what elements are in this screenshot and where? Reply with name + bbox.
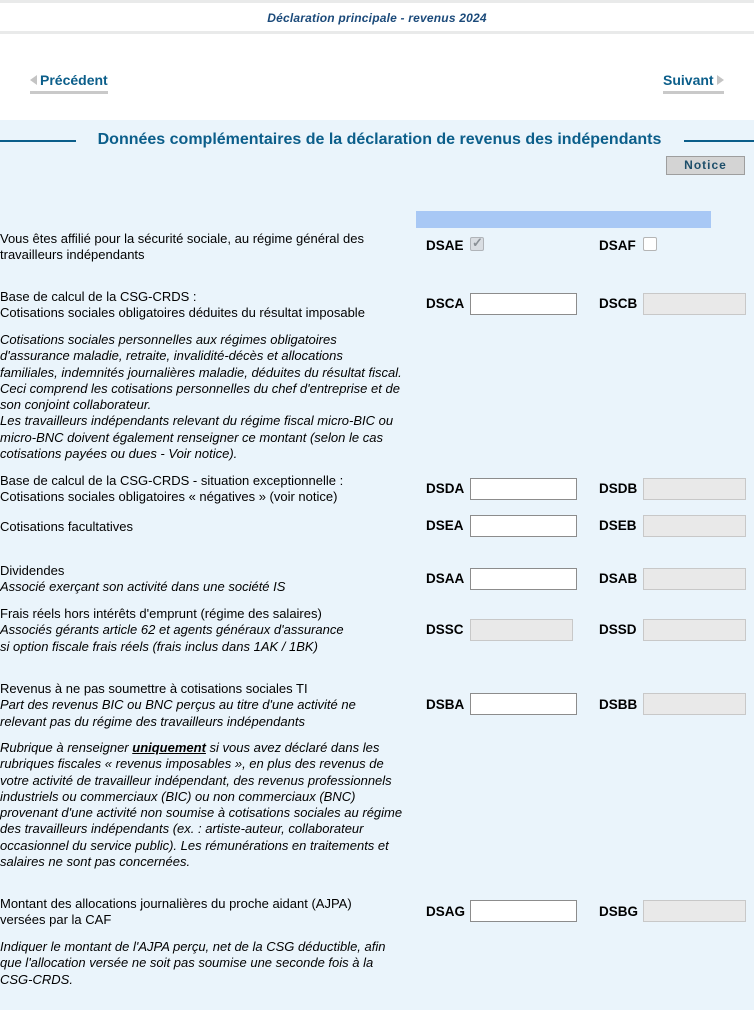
dsbb-input bbox=[643, 693, 746, 715]
notice-button[interactable]: Notice bbox=[666, 156, 745, 175]
code-dsaf: DSAF bbox=[599, 238, 636, 253]
facult-label: Cotisations facultatives bbox=[0, 519, 133, 534]
dssc-input bbox=[470, 619, 573, 641]
code-dsae: DSAE bbox=[426, 238, 464, 253]
dsab-input bbox=[643, 568, 746, 590]
revenus-label: Revenus à ne pas soumettre à cotisations sociales TI Part des revenus BIC ou BNC perçus au titre d'une activité ne relevant pas du régime des travailleurs indépendants bbox=[0, 681, 356, 729]
top-bar bbox=[0, 0, 754, 34]
dssd-input bbox=[643, 619, 746, 641]
csg-label: Base de calcul de la CSG-CRDS : Cotisations sociales obligatoires déduites du résultat imposable bbox=[0, 289, 365, 321]
dsaf-checkbox[interactable] bbox=[643, 237, 657, 251]
dsba-input[interactable] bbox=[470, 693, 577, 715]
page-title: Déclaration principale - revenus 2024 bbox=[267, 11, 487, 25]
section-divider-right bbox=[684, 140, 754, 142]
code-dssc: DSSC bbox=[426, 622, 464, 637]
frais-label: Frais réels hors intérêts d'emprunt (régime des salaires) Associés gérants article 62 et agents généraux d'assurance si option fiscale frais réels (frais inclus dans 1AK / 1BK) bbox=[0, 606, 344, 654]
dseb-input bbox=[643, 515, 746, 537]
code-dsdb: DSDB bbox=[599, 481, 638, 496]
emphasis-uniquement: uniquement bbox=[132, 740, 206, 755]
code-dssd: DSSD bbox=[599, 622, 637, 637]
dsaa-input[interactable] bbox=[470, 568, 577, 590]
previous-button[interactable] bbox=[30, 72, 108, 94]
revenus-note: Rubrique à renseigner uniquement si vous avez déclaré dans les rubriques fiscales « revenus imposables », en plus des revenus de votre activité de travailleur indépendant, des revenus professionnels industriels ou commerciaux (BIC) ou non commerciaux (BNC) provenant d'une activité non soumise à cotisations sociales au régime des travailleurs indépendants (ex. : artiste-auteur, collaborateur occasionnel du service public). Les rémunérations en traitements et salaires ne sont pas concernées. bbox=[0, 740, 403, 870]
dividendes-label: Dividendes Associé exerçant son activité dans une société IS bbox=[0, 563, 286, 595]
arrow-left-icon bbox=[30, 75, 37, 85]
code-dscb: DSCB bbox=[599, 296, 638, 311]
next-button[interactable] bbox=[663, 72, 724, 94]
section-divider-left bbox=[0, 140, 76, 142]
code-dsba: DSBA bbox=[426, 697, 465, 712]
dsbg-input bbox=[643, 900, 746, 922]
code-dsbb: DSBB bbox=[599, 697, 638, 712]
code-dseb: DSEB bbox=[599, 518, 637, 533]
csg-exc-label: Base de calcul de la CSG-CRDS - situation exceptionnelle : Cotisations sociales obligatoires « négatives » (voir notice) bbox=[0, 473, 344, 505]
csg-note: Cotisations sociales personnelles aux régimes obligatoires d'assurance maladie, retraite, invalidité-décès et allocations familiales, indemnités journalières maladie, déduites du résultat fiscal. Ceci comprend les cotisations personnelles du chef d'entreprise et de son conjoint collaborateur. Les travailleurs indépendants relevant du régime fiscal micro-BIC ou micro-BNC doivent également renseigner ce montant (selon le cas cotisations payées ou dues - Voir notice). bbox=[0, 332, 402, 462]
code-dsda: DSDA bbox=[426, 481, 465, 496]
dsdb-input bbox=[643, 478, 746, 500]
dsca-input[interactable] bbox=[470, 293, 577, 315]
dsda-input[interactable] bbox=[470, 478, 577, 500]
previous-label: Précédent bbox=[40, 72, 108, 88]
next-label: Suivant bbox=[663, 72, 714, 88]
dsag-input[interactable] bbox=[470, 900, 577, 922]
affiliation-label: Vous êtes affilié pour la sécurité sociale, au régime général des travailleurs indépendants bbox=[0, 231, 364, 263]
code-dsab: DSAB bbox=[599, 571, 638, 586]
code-dsaa: DSAA bbox=[426, 571, 465, 586]
code-dsea: DSEA bbox=[426, 518, 464, 533]
code-dsbg: DSBG bbox=[599, 904, 639, 919]
code-dsca: DSCA bbox=[426, 296, 465, 311]
column-header-strip bbox=[416, 211, 711, 228]
ajpa-label: Montant des allocations journalières du proche aidant (AJPA) versées par la CAF bbox=[0, 896, 352, 928]
section-title: Données complémentaires de la déclaration de revenus des indépendants bbox=[97, 131, 662, 148]
dscb-input bbox=[643, 293, 746, 315]
ajpa-note: Indiquer le montant de l'AJPA perçu, net de la CSG déductible, afin que l'allocation versée ne soit pas soumise une seconde fois à la CSG-CRDS. bbox=[0, 939, 386, 987]
dsea-input[interactable] bbox=[470, 515, 577, 537]
arrow-right-icon bbox=[717, 75, 724, 85]
code-dsag: DSAG bbox=[426, 904, 466, 919]
dsae-checkbox[interactable] bbox=[470, 237, 484, 251]
